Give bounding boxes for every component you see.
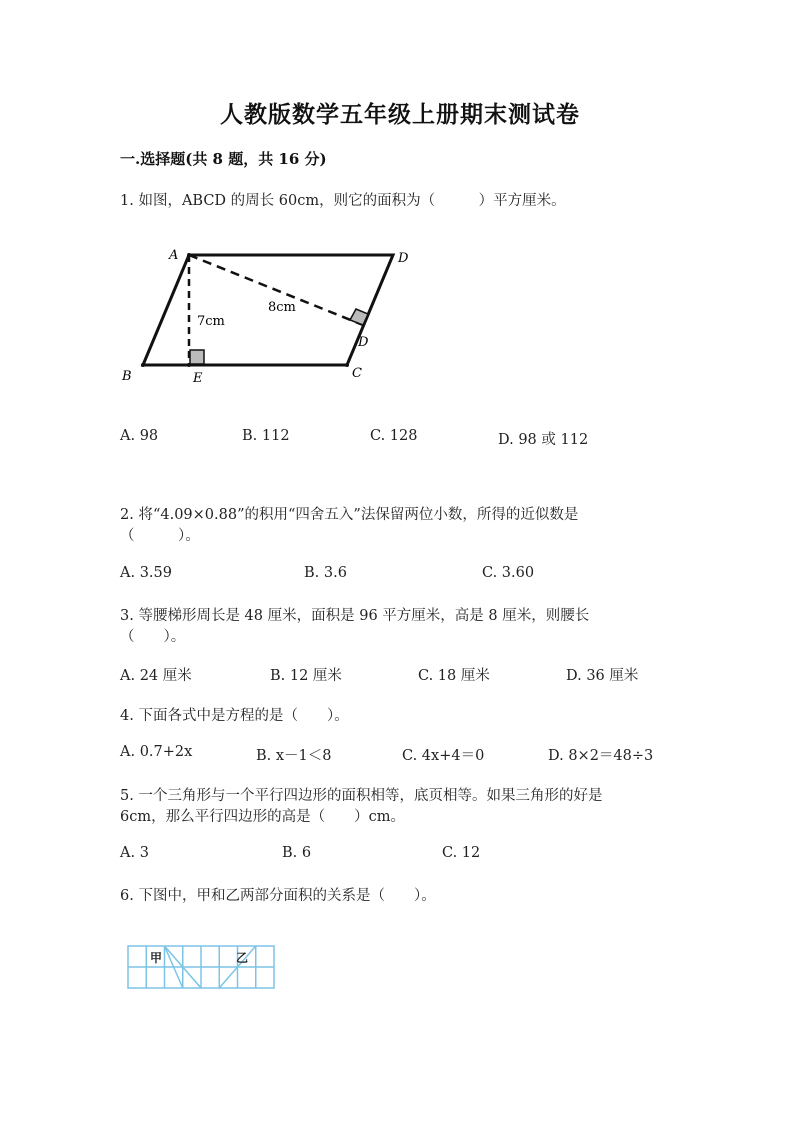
q4-option-c: C. 4x+4＝0 — [402, 748, 485, 764]
question-5-text-line2: 6cm，那么平行四边形的高是（ ）cm。 — [120, 809, 405, 825]
question-1-text: 1. 如图，ABCD 的周长 60cm，则它的面积为（ ）平方厘米。 — [120, 193, 566, 209]
q1-option-a: A. 98 — [120, 428, 159, 444]
label-b: B — [122, 369, 132, 384]
label-d-foot: D — [358, 335, 369, 350]
label-c: C — [352, 366, 362, 381]
label-jia: 甲 — [150, 951, 163, 965]
q2-option-a: A. 3.59 — [120, 565, 172, 581]
q4-option-d: D. 8×2＝48÷3 — [548, 748, 654, 764]
page-title: 人教版数学五年级上册期末测试卷 — [220, 101, 580, 128]
q2-option-b: B. 3.6 — [304, 565, 347, 581]
grid-figure — [126, 944, 278, 992]
parallelogram-figure — [110, 235, 430, 395]
label-e: E — [193, 371, 203, 386]
right-angle-marker-e — [190, 350, 204, 364]
q3-option-c: C. 18 厘米 — [418, 668, 490, 684]
q5-option-b: B. 6 — [282, 845, 312, 861]
q3-option-b: B. 12 厘米 — [270, 668, 342, 684]
label-a: A — [169, 248, 179, 263]
section-heading: 一.选择题(共 8 题，共 16 分) — [120, 150, 327, 168]
question-2-text-line1: 2. 将“4.09×0.88”的积用“四舍五入”法保留两位小数，所得的近似数是 — [120, 507, 579, 523]
question-2-text-line2: （ ）。 — [120, 528, 200, 544]
q2-option-c: C. 3.60 — [482, 565, 535, 581]
q1-option-c: C. 128 — [370, 428, 418, 444]
q5-option-a: A. 3 — [120, 845, 149, 861]
q5-option-c: C. 12 — [442, 845, 481, 861]
question-6-text: 6. 下图中，甲和乙两部分面积的关系是（ ）。 — [120, 888, 436, 904]
q3-option-a: A. 24 厘米 — [120, 668, 192, 684]
label-height-7cm: 7cm — [197, 314, 225, 329]
label-yi: 乙 — [236, 951, 249, 965]
q4-option-b: B. x－1＜8 — [256, 748, 332, 764]
label-height-8cm: 8cm — [268, 300, 296, 315]
question-3-text-line2: （ ）。 — [120, 629, 186, 645]
question-3-text-line1: 3. 等腰梯形周长是 48 厘米，面积是 96 平方厘米，高是 8 厘米，则腰长 — [120, 608, 590, 624]
q4-option-a: A. 0.7+2x — [120, 744, 193, 760]
question-5-text-line1: 5. 一个三角形与一个平行四边形的面积相等，底页相等。如果三角形的好是 — [120, 788, 603, 804]
q3-option-d: D. 36 厘米 — [566, 668, 639, 684]
q1-option-d: D. 98 或 112 — [498, 432, 589, 448]
q1-option-b: B. 112 — [242, 428, 290, 444]
question-4-text: 4. 下面各式中是方程的是（ ）。 — [120, 708, 349, 724]
label-d-top: D — [398, 251, 409, 266]
